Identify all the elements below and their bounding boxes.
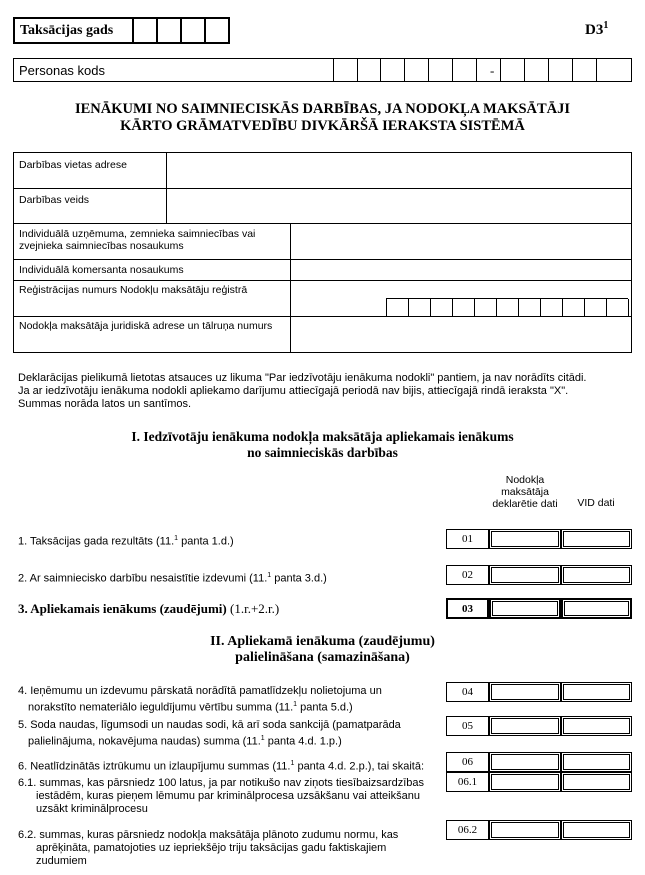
- row-06-label: 6. Neatlīdzinātās iztrūkumu un izlaupījumu summas (11.$^1$ panta 4.d. 2.p.), tai skaitā:: [18, 760, 425, 773]
- col-vid-header: VID dati: [577, 497, 615, 509]
- personal-code-box: [13, 58, 632, 82]
- page-title: IENĀKUMI NO SAIMNIECISKĀS DARBĪBAS, JA NODOKĻA MAKSĀTĀJI KĀRTO GRĀMATVEDĪBU DIVKĀRŠĀ IERAKSTA SISTĒMĀ: [74, 101, 571, 134]
- row-04-label: 4. Ieņēmumu un izdevumu pārskatā norādītā pamatlīdzekļu nolietojuma un norakstīto nemateriālo ieguldījumu vērtību summa (11.$^1$ panta 5.d.): [18, 685, 382, 714]
- row-05-payer-value[interactable]: [489, 716, 561, 736]
- activity-label: Darbības veids: [19, 194, 90, 206]
- personal-code-dash: -: [490, 63, 495, 78]
- row-06-code: 06: [446, 752, 489, 772]
- row-03-code: 03: [446, 598, 489, 619]
- legal-address-label: Nodokļa maksātāja juridiskā adrese un tālruņa numurs: [19, 320, 273, 332]
- row-05-label: 5. Soda naudas, līgumsodi un naudas sodi, kā arī soda sankcijā (pamatparāda palielinājuma, nokavējuma naudas) summa (11.$^1$ panta 4.d. 1.p.): [18, 719, 401, 748]
- row-03-label: 3. Apliekamais ienākums (zaudējumi) (1.r.+2.r.): [18, 601, 280, 616]
- row-06-payer-value[interactable]: [489, 752, 561, 772]
- tax-year-label: Taksācijas gads: [20, 23, 114, 38]
- col-payer-header: Nodokļa maksātāja deklarētie dati: [492, 474, 558, 510]
- row-04-payer-value[interactable]: [489, 682, 561, 702]
- row-02-label: 2. Ar saimniecisko darbību nesaistītie izdevumi (11.$^1$ panta 3.d.): [18, 572, 327, 585]
- row-06-2-vid-value[interactable]: [561, 820, 632, 840]
- info-table: [13, 152, 632, 353]
- personal-code-label: Personas kods: [19, 63, 105, 78]
- section2-title: II. Apliekamā ienākuma (zaudējumu) palielināšana (samazināšana): [210, 634, 435, 665]
- merchant-label: Individuālā komersanta nosaukums: [19, 264, 184, 276]
- row-06-1-label: 6.1. summas, kas pārsniedz 100 latus, ja par notikušo nav ziņots tiesībaizsardzības iestādēm, kuras pieņem lēmumu par kriminālprocesa uzsākšanu vai atteikšanu uzsākt kriminālprocesu: [18, 777, 424, 815]
- row-06-1-vid-value[interactable]: [561, 772, 632, 792]
- row-06-1-payer-value[interactable]: [489, 772, 561, 792]
- row-04-vid-value[interactable]: [561, 682, 632, 702]
- enterprise-label: Individuālā uzņēmuma, zemnieka saimniecības vai zvejnieka saimniecības nosaukums: [19, 228, 256, 252]
- row-04-code: 04: [446, 682, 489, 702]
- row-02-payer-value[interactable]: [489, 565, 561, 585]
- row-06-vid-value[interactable]: [561, 752, 632, 772]
- row-05-code: 05: [446, 716, 489, 736]
- row-01-label: 1. Taksācijas gada rezultāts (11.$^1$ panta 1.d.): [18, 535, 234, 548]
- row-06-2-label: 6.2. summas, kuras pārsniedz nodokļa maksātāja plānoto zudumu normu, kas aprēķināta, pamatojoties uz iepriekšējo triju taksācijas gadu faktiskajiem zudumiem: [18, 829, 399, 867]
- tax-year-box: [13, 17, 230, 44]
- registration-label: Reģistrācijas numurs Nodokļu maksātāju reģistrā: [19, 284, 248, 296]
- row-02-vid-value[interactable]: [561, 565, 632, 585]
- section1-title: I. Iedzīvotāju ienākuma nodokļa maksātāja apliekamais ienākums no saimnieciskās darbības: [131, 429, 514, 460]
- row-06-2-payer-value[interactable]: [489, 820, 561, 840]
- row-01-vid-value[interactable]: [561, 529, 632, 549]
- registration-number-cells[interactable]: [386, 298, 628, 317]
- address-label: Darbības vietas adrese: [19, 159, 127, 171]
- declaration-notes: Deklarācijas pielikumā lietotas atsauces uz likuma "Par iedzīvotāju ienākuma nodokli" pantiem, ja nav norādīts citādi. Ja ar iedzīvotāju ienākuma nodokli apliekamo darījumu attiecīgajā periodā nav bijis, attiecīgajā rindā ieraksta "X". Summas norāda latos un santīmos.: [18, 372, 587, 410]
- form-code: $D3^1$: [585, 20, 609, 38]
- row-06-1-code: 06.1: [446, 772, 489, 792]
- row-01-payer-value[interactable]: [489, 529, 561, 549]
- row-06-2-code: 06.2: [446, 820, 489, 840]
- row-01-code: 01: [446, 529, 489, 549]
- row-05-vid-value[interactable]: [561, 716, 632, 736]
- row-03-vid-value[interactable]: [561, 598, 632, 619]
- row-02-code: 02: [446, 565, 489, 585]
- row-03-payer-value[interactable]: [489, 598, 561, 619]
